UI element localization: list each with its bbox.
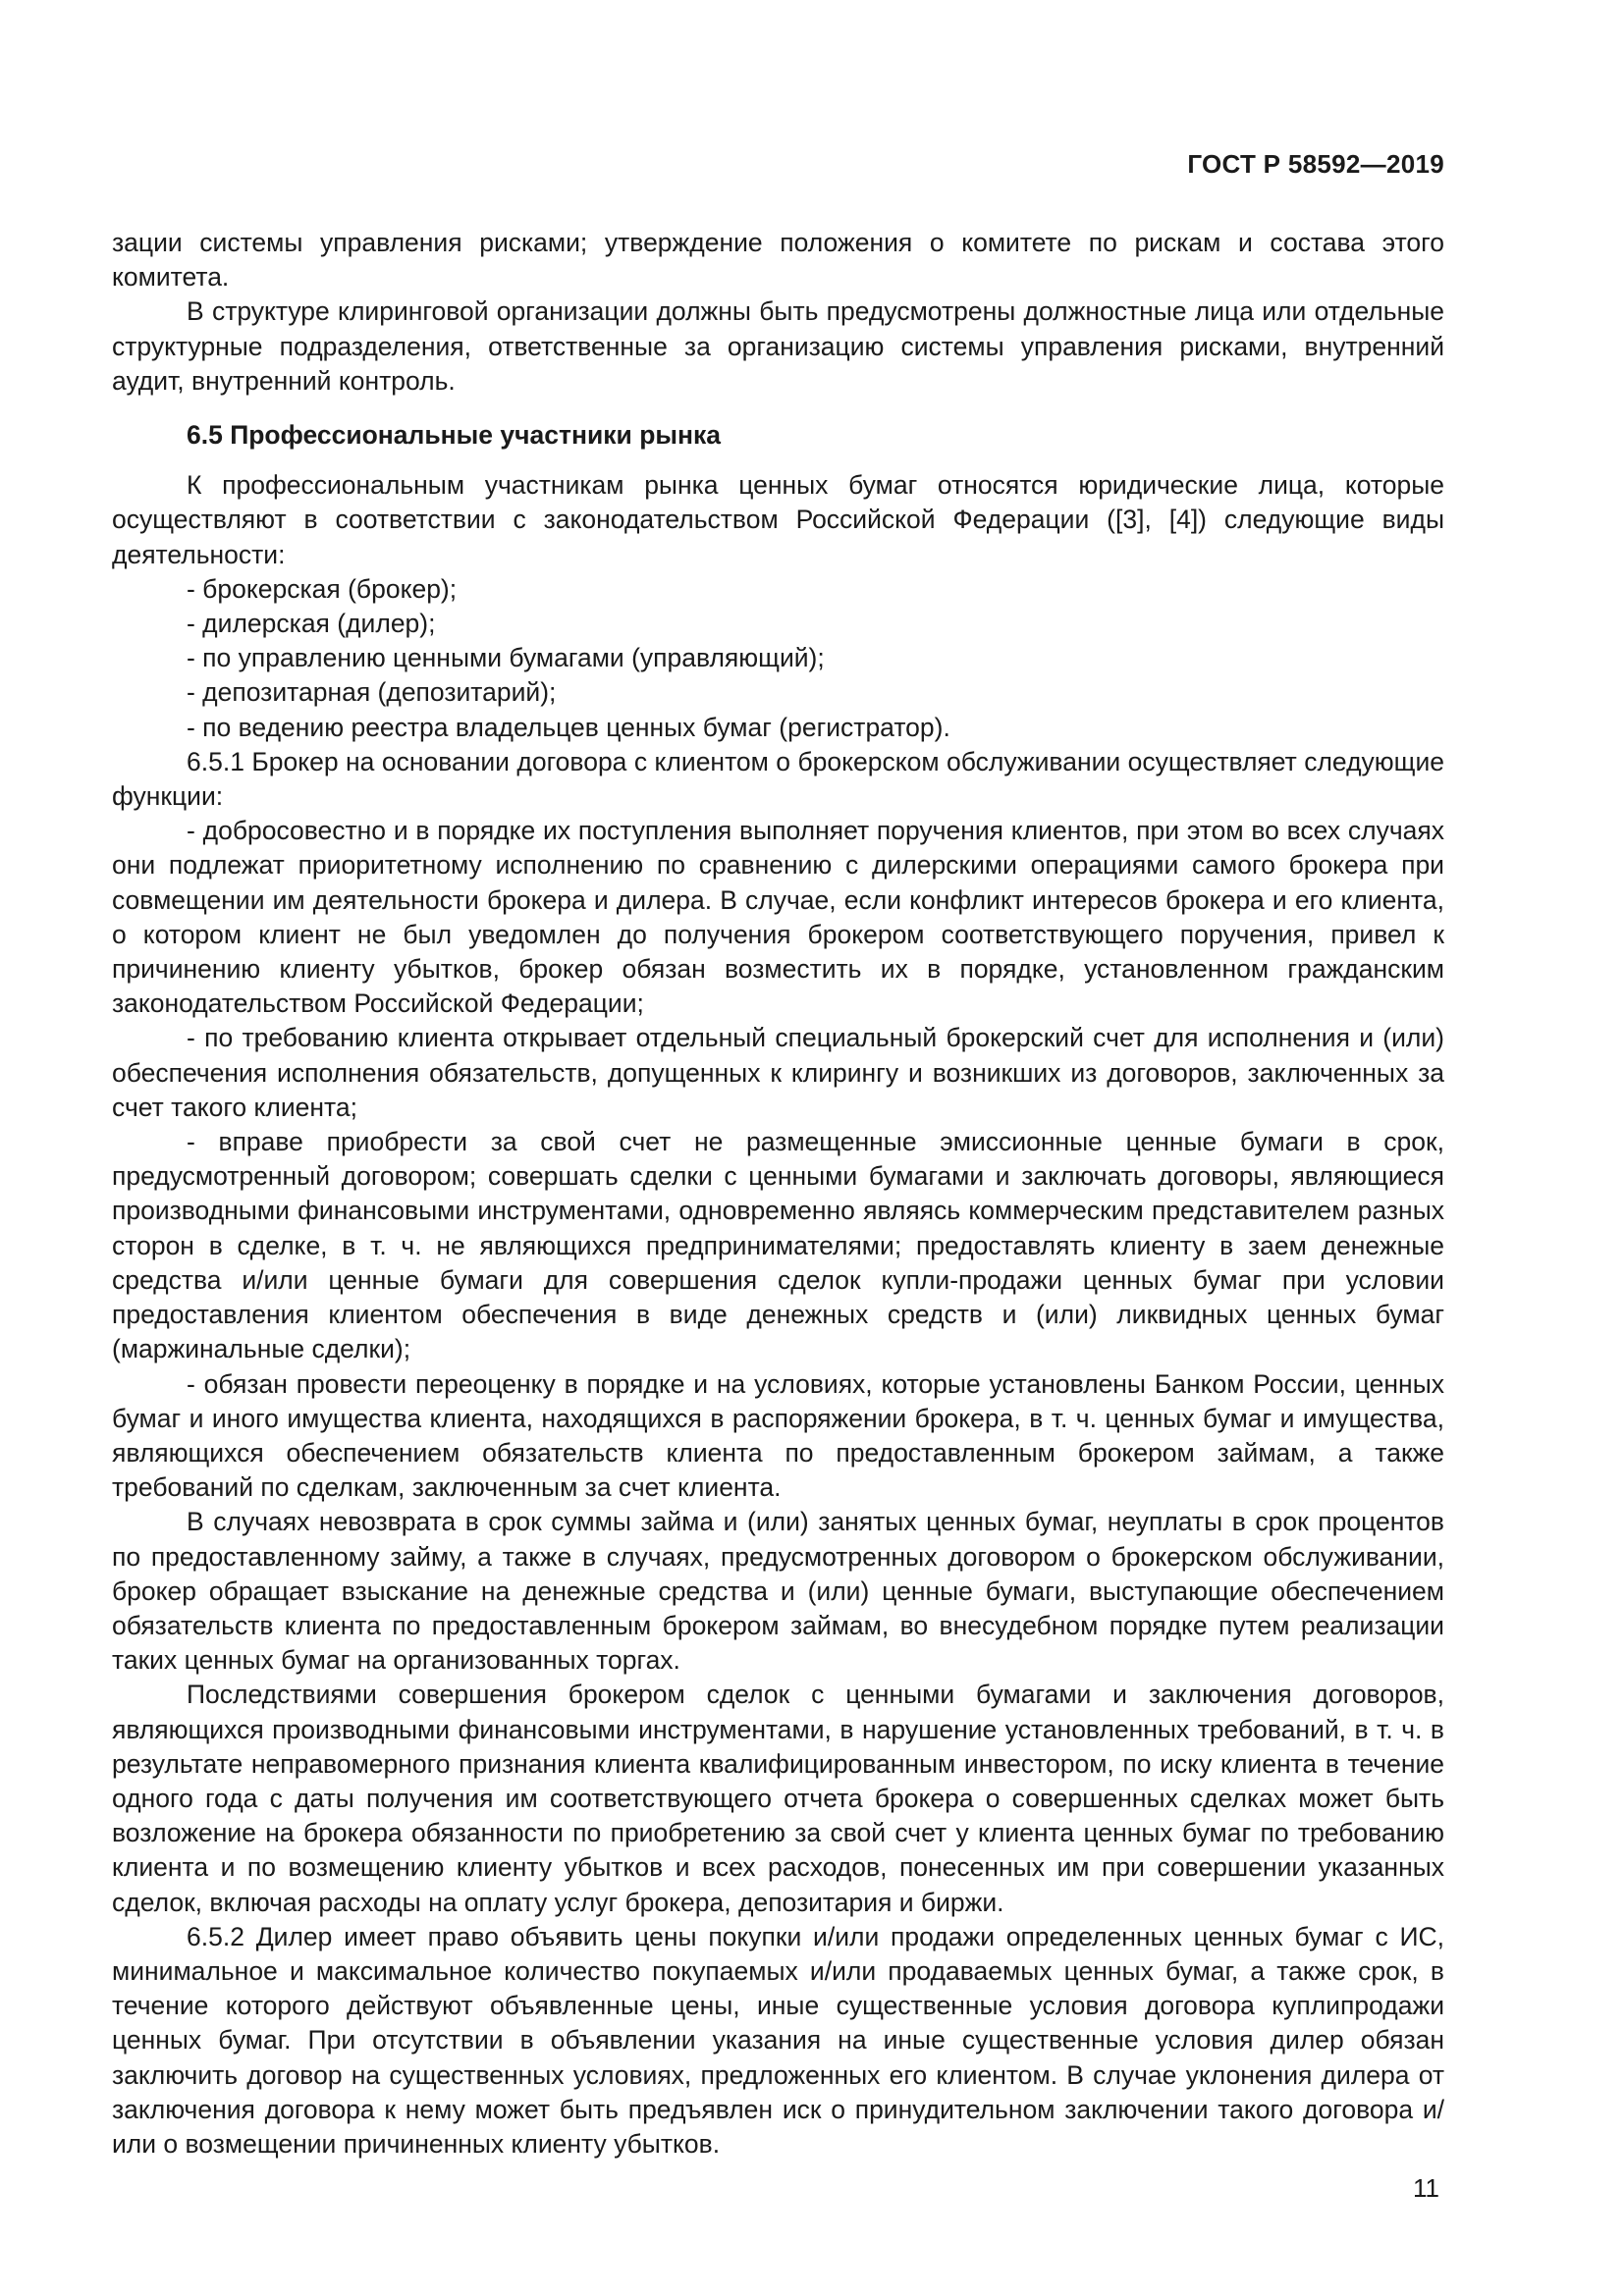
page-number: 11 <box>1413 2173 1439 2203</box>
section-heading-6-5: 6.5 Профессиональные участники рынка <box>187 420 722 451</box>
broker-function-item: - добросовестно и в порядке их поступления выполняет поручения клиентов, при этом во всех случаях они подлежат приоритетному исполнению по сравнению с дилерскими операциями самого брокера при совмещении им деятельности брокера и дилера. В случае, если конфликт интересов брокера и его клиента, о котором клиент не был уведомлен до получения брокером соответствующего поручения, привел к причинению клиенту убытков, брокер обязан возместить их в порядке, установленном гражданским законодательством Российской Федерации; <box>112 816 1444 1019</box>
paragraph-continuation: зации системы управления рисками; утверждение положения о комитете по рискам и состава этого комитета. <box>112 228 1444 293</box>
activity-list-item: - брокерская (брокер); <box>187 573 458 604</box>
broker-function-item: - обязан провести переоценку в порядке и на условиях, которые установлены Банком России, ценных бумаг и иного имущества клиента, находящихся в распоряжении брокера, в т. ч. ценных бумаг и имущества, являющихся обеспечением обязательств клиента по предоставленным брокером займам, а также требований по сделкам, заключенным за счет клиента. <box>112 1368 1444 1503</box>
paragraph-professional-participants: К профессиональным участникам рынка ценных бумаг относятся юридические лица, которые осуществляют в соответствии с законодательством Российской Федерации ([3], [4]) следующие виды деятельности: <box>112 470 1444 569</box>
clause-6-5-2: 6.5.2 Дилер имеет право объявить цены покупки и/или продажи определенных ценных бумаг с ИС, минимальное и максимальное количество покупаемых и/или продаваемых ценных бумаг, а также срок, в течение которого действуют объявленные цены, иные существенные условия договора куплипродажи ценных бумаг. При отсутствии в объявлении указания на иные существенные условия дилер обязан заключить договор на существенных условиях, предложенных его клиентом. В случае уклонения дилера от заключения договора к нему может быть предъявлен иск о принудительном заключении такого договора и/или о возмещении причиненных клиенту убытков. <box>112 1921 1444 2159</box>
broker-function-item: - вправе приобрести за свой счет не размещенные эмиссионные ценные бумаги в срок, предусмотренный договором; совершать сделки с ценными бумагами и заключать договоры, являющиеся производными финансовыми инструментами, одновременно являясь коммерческим представителем разных сторон в сделке, в т. ч. не являющихся предпринимателями; предоставлять клиенту в заем денежные средства и/или ценные бумаги для совершения сделок купли-продажи ценных бумаг при условии предоставления клиентом обеспечения в виде денежных средств и (или) ликвидных ценных бумаг (маржинальные сделки); <box>112 1127 1444 1364</box>
activity-list-item: - по управлению ценными бумагами (управляющий); <box>187 643 825 673</box>
activity-list-item: - депозитарная (депозитарий); <box>187 677 557 708</box>
broker-function-item: - по требованию клиента открывает отдельный специальный брокерский счет для исполнения и (или) обеспечения исполнения обязательств, допущенных к клирингу и возникших из договоров, заключенных за счет такого клиента; <box>112 1023 1444 1122</box>
paragraph-default-recovery: В случаях невозврата в срок суммы займа и (или) занятых ценных бумаг, неуплаты в срок процентов по предоставленному займу, а также в случаях, предусмотренных договором о брокерском обслуживании, брокер обращает взыскание на денежные средства и (или) ценные бумаги, выступающие обеспечением обязательств клиента по предоставленным брокером займам, во внесудебном порядке путем реализации таких ценных бумаг на организованных торгах. <box>112 1507 1444 1676</box>
clause-6-5-1: 6.5.1 Брокер на основании договора с клиентом о брокерском обслуживании осуществляет следующие функции: <box>112 746 1444 812</box>
document-body <box>112 226 1444 2162</box>
standard-code-header: ГОСТ Р 58592—2019 <box>1187 149 1444 179</box>
paragraph-clearing-structure: В структуре клиринговой организации должны быть предусмотрены должностные лица или отдельные структурные подразделения, ответственные за организацию системы управления рисками, внутренний аудит, внутренний контроль. <box>112 296 1444 396</box>
activity-list-item: - дилерская (дилер); <box>187 609 436 639</box>
activity-list-item: - по ведению реестра владельцев ценных бумаг (регистратор). <box>187 712 950 742</box>
paragraph-consequences: Последствиями совершения брокером сделок с ценными бумагами и заключения договоров, являющихся производными финансовыми инструментами, в нарушение установленных требований, в т. ч. в результате неправомерного признания клиента квалифицированным инвестором, по иску клиента в течение одного года с даты получения им соответствующего отчета брокера о совершенных сделках может быть возложение на брокера обязанности по приобретению за свой счет у клиента ценных бумаг по требованию клиента и по возмещению клиенту убытков и всех расходов, понесенных им при совершении указанных сделок, включая расходы на оплату услуг брокера, депозитария и биржи. <box>112 1680 1444 1917</box>
